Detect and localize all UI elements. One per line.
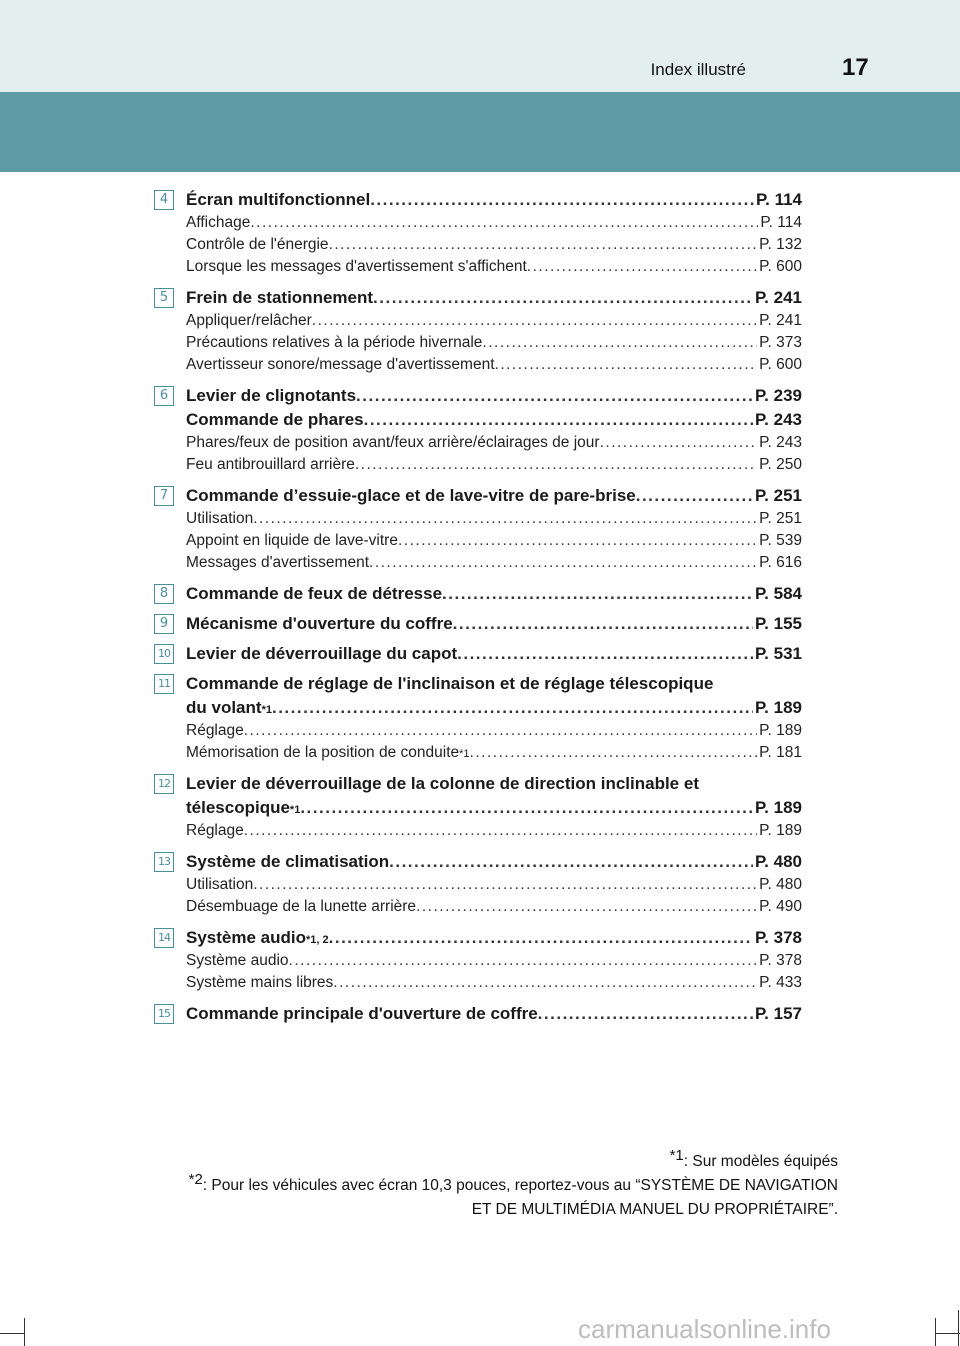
entry-label: Utilisation [186, 876, 254, 893]
footnote-text: ET DE MULTIMÉDIA MANUEL DU PROPRIÉTAIRE”. [471, 1201, 838, 1218]
dot-leader [538, 1002, 753, 1026]
entry-label: Commande principale d'ouverture de coffre [186, 1004, 538, 1023]
dot-leader [373, 286, 753, 310]
entry-label: Système de climatisation [186, 852, 390, 871]
index-subitem [154, 212, 802, 234]
entry-label: Levier de déverrouillage du capot [186, 644, 458, 663]
crop-mark [958, 1310, 959, 1346]
dot-leader [442, 582, 753, 606]
page-reference[interactable]: P. 480 [755, 852, 802, 871]
index-subitem [154, 332, 802, 354]
page-reference[interactable]: P. 378 [759, 952, 802, 969]
crop-mark [0, 1333, 24, 1334]
entry-label: télescopique [186, 798, 290, 817]
entry-label: du volant [186, 698, 262, 717]
entry-label: Avertisseur sonore/message d'avertissement [186, 356, 495, 373]
section-banner [0, 92, 960, 172]
page-reference[interactable]: P. 181 [759, 744, 802, 761]
page-number: 17 [842, 54, 869, 81]
footnote-line [189, 1198, 838, 1222]
index-subitem [154, 896, 802, 918]
index-entry [154, 850, 802, 918]
index-subitem [154, 874, 802, 896]
page-reference[interactable]: P. 378 [755, 928, 802, 947]
dot-leader [457, 642, 753, 666]
footnote-text: : Sur modèles équipés [683, 1153, 838, 1170]
dot-leader [253, 508, 757, 530]
entry-label: Réglage [186, 722, 244, 739]
index-heading [154, 384, 802, 408]
entry-label: Commande de phares [186, 410, 364, 429]
page-reference[interactable]: P. 539 [759, 532, 802, 549]
index-subitem [154, 354, 802, 376]
dot-leader [300, 796, 753, 820]
index-entry [154, 1002, 802, 1026]
page-reference[interactable]: P. 584 [755, 584, 802, 603]
dot-leader [289, 950, 758, 972]
page-reference[interactable]: P. 251 [759, 510, 802, 527]
index-heading: Système audio *1, 2 ..... P. 378 [154, 926, 802, 950]
crop-mark [24, 1318, 25, 1346]
index-heading [154, 286, 802, 310]
entry-label: Mécanisme d'ouverture du coffre [186, 614, 453, 633]
watermark: carmanualsonline.info [578, 1314, 831, 1344]
entry-label: Système mains libres [186, 974, 334, 991]
index-entry [154, 286, 802, 376]
page-reference[interactable]: P. 189 [755, 698, 802, 717]
page-reference[interactable]: P. 243 [759, 434, 802, 451]
entry-label: Appliquer/relâcher [186, 312, 312, 329]
page-reference[interactable]: P. 480 [759, 876, 802, 893]
index-subitem [154, 972, 802, 994]
index-heading [154, 850, 802, 874]
dot-leader [329, 926, 753, 950]
entry-label: Phares/feux de position avant/feux arrière/éclairages de jour [186, 434, 600, 451]
dot-leader [312, 310, 757, 332]
entry-label: Contrôle de l'énergie [186, 236, 329, 253]
footnotes [188, 1146, 838, 1222]
index-subitem [154, 508, 802, 530]
entry-label: Lorsque les messages d'avertissement s'affichent [186, 258, 527, 275]
entry-label: Système audio [186, 952, 289, 969]
dot-leader [244, 820, 757, 842]
index-subitem [154, 552, 802, 574]
entry-label: Levier de clignotants [186, 386, 357, 405]
footnote-line [189, 1146, 838, 1174]
page-reference[interactable]: P. 600 [759, 258, 802, 275]
index-heading [154, 408, 802, 432]
index-subitem [154, 256, 802, 278]
dot-leader [329, 234, 758, 256]
index-entry [154, 188, 802, 278]
index-entry [154, 772, 802, 842]
entry-label: Feu antibrouillard arrière [186, 456, 355, 473]
page-reference[interactable]: P. 189 [759, 722, 802, 739]
index-subitem [154, 530, 802, 552]
dot-leader [333, 972, 757, 994]
index-entry [154, 926, 802, 994]
page-reference[interactable]: P. 157 [755, 1004, 802, 1023]
index-subitem [154, 720, 802, 742]
index-subitem [154, 454, 802, 476]
index-subitem [154, 310, 802, 332]
dot-leader [364, 408, 753, 432]
index-entry [154, 384, 802, 476]
callout-number-badge: 13 [154, 852, 174, 872]
page-reference[interactable]: P. 241 [759, 312, 802, 329]
callout-number-badge: 4 [154, 190, 174, 210]
entry-label: Appoint en liquide de lave-vitre [186, 532, 398, 549]
entry-label: Désembuage de la lunette arrière [186, 898, 417, 915]
page-reference[interactable]: P. 531 [755, 644, 802, 663]
page-reference[interactable]: P. 433 [759, 974, 802, 991]
callout-number-badge: 5 [154, 288, 174, 308]
index-heading [154, 1002, 802, 1026]
crop-mark [936, 1333, 960, 1334]
index-subitem [154, 234, 802, 256]
dot-leader [250, 212, 758, 234]
index-entry [154, 642, 802, 666]
page-reference[interactable]: P. 616 [759, 554, 802, 571]
page-reference[interactable]: P. 114 [760, 214, 802, 231]
page-reference[interactable]: P. 600 [759, 356, 802, 373]
index-heading-line: Levier de déverrouillage de la colonne de direction inclinable et [186, 774, 699, 793]
page-reference[interactable]: P. 251 [755, 486, 802, 505]
crop-mark [935, 1318, 936, 1346]
index-subitem [154, 432, 802, 454]
footnote-line [188, 1170, 838, 1198]
dot-leader [370, 188, 754, 212]
dot-leader [356, 384, 753, 408]
entry-label: Frein de stationnement [186, 288, 374, 307]
page-reference[interactable]: P. 189 [759, 822, 802, 839]
dot-leader [244, 720, 757, 742]
footnote-text: : Pour les véhicules avec écran 10,3 pouces, reportez-vous au “SYSTÈME DE NAVIGATION [202, 1177, 838, 1194]
index-heading [154, 188, 802, 212]
index-list [154, 188, 802, 1032]
index-subitem [154, 950, 802, 972]
footnote-mark: *2 [188, 1170, 203, 1188]
dot-leader [253, 874, 757, 896]
entry-label: Système audio [186, 928, 306, 947]
page-reference[interactable]: P. 189 [755, 798, 802, 817]
page-reference[interactable]: P. 114 [755, 190, 802, 209]
entry-label: Messages d'avertissement [186, 554, 370, 571]
page-reference[interactable]: P. 250 [759, 456, 802, 473]
page-reference[interactable]: P. 373 [759, 334, 802, 351]
dot-leader [453, 612, 753, 636]
dot-leader [416, 896, 757, 918]
entry-label: Utilisation [186, 510, 254, 527]
entry-label: Commande d’essuie-glace et de lave-vitre de pare-brise [186, 486, 636, 505]
page-reference[interactable]: P. 243 [755, 410, 802, 429]
page-reference[interactable]: P. 239 [755, 386, 802, 405]
callout-number-badge: 15 [154, 1004, 174, 1024]
page-reference[interactable]: P. 132 [759, 236, 802, 253]
page-reference[interactable]: P. 155 [755, 614, 802, 633]
page-reference[interactable]: P. 490 [759, 898, 802, 915]
dot-leader [272, 696, 753, 720]
callout-number-badge: 7 [154, 486, 174, 506]
index-heading: du volant *1 ..... P. 189 [154, 696, 802, 720]
index-entry [154, 612, 802, 636]
callout-number-badge: 11 [154, 674, 174, 694]
callout-number-badge: 9 [154, 614, 174, 634]
index-entry [154, 582, 802, 606]
entry-label: Écran multifonctionnel [186, 190, 371, 209]
page-reference[interactable]: P. 241 [755, 288, 802, 307]
entry-label: Mémorisation de la position de conduite [186, 744, 460, 761]
dot-leader [600, 432, 758, 454]
entry-label: Précautions relatives à la période hivernale [186, 334, 483, 351]
dot-leader [636, 484, 753, 508]
footnote-mark: *1 [669, 1146, 684, 1164]
dot-leader [355, 454, 757, 476]
index-heading [154, 612, 802, 636]
dot-leader [495, 354, 758, 376]
callout-number-badge: 14 [154, 928, 174, 948]
dot-leader [369, 552, 757, 574]
index-heading [154, 642, 802, 666]
callout-number-badge: 10 [154, 644, 174, 664]
dot-leader [398, 530, 757, 552]
callout-number-badge: 8 [154, 584, 174, 604]
index-heading [154, 582, 802, 606]
dot-leader [389, 850, 753, 874]
index-heading [154, 484, 802, 508]
callout-number-badge: 12 [154, 774, 174, 794]
entry-label: Réglage [186, 822, 244, 839]
dot-leader [527, 256, 757, 278]
entry-label: Affichage [186, 214, 251, 231]
index-entry [154, 672, 802, 764]
header-band [0, 0, 960, 92]
index-subitem: Mémorisation de la position de conduite *1 ..... P. 181 [154, 742, 802, 764]
index-heading: télescopique *1 ..... P. 189 [154, 796, 802, 820]
index-entry [154, 484, 802, 574]
section-title: Index illustré [650, 60, 746, 79]
index-subitem [154, 820, 802, 842]
index-heading-line: Commande de réglage de l'inclinaison et de réglage télescopique [186, 674, 714, 693]
dot-leader [482, 332, 757, 354]
entry-label: Commande de feux de détresse [186, 584, 443, 603]
callout-number-badge: 6 [154, 386, 174, 406]
dot-leader [470, 742, 758, 764]
